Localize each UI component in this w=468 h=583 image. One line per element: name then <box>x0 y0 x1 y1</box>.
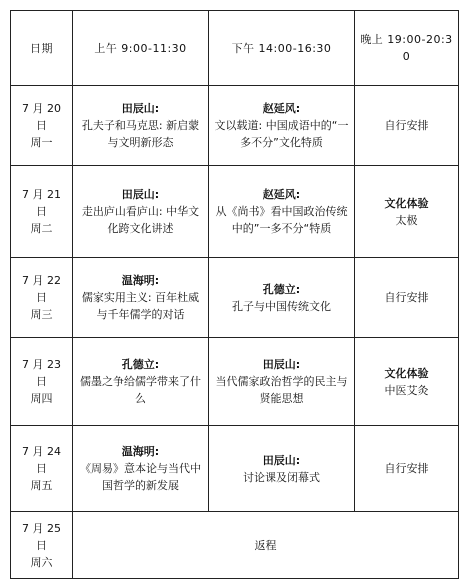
morning-cell <box>73 86 209 166</box>
morning-cell <box>73 426 209 512</box>
date-text: 7 月 23 日 <box>22 358 61 388</box>
evening-cell <box>355 166 459 258</box>
header-afternoon: 下午 14:00-16:30 <box>209 11 355 86</box>
header-row <box>11 11 459 86</box>
evening-text: 太极 <box>395 213 418 227</box>
afternoon-cell <box>209 166 355 258</box>
afternoon-cell <box>209 86 355 166</box>
evening-text: 自行安排 <box>384 462 429 475</box>
afternoon-speaker: 田辰山: <box>262 358 301 371</box>
date-cell <box>11 166 73 258</box>
date-text: 7 月 24 日 <box>22 445 61 475</box>
evening-text: 自行安排 <box>384 291 429 304</box>
date-cell <box>11 86 73 166</box>
date-cell <box>11 338 73 426</box>
morning-topic: 《周易》意本论与当代中国哲学的新发展 <box>80 462 201 492</box>
morning-topic: 儒家实用主义: 百年杜威与千年儒学的对话 <box>81 291 200 321</box>
weekday-text: 周三 <box>30 308 53 321</box>
afternoon-cell <box>209 426 355 512</box>
morning-topic: 孔夫子和马克思: 新启蒙与文明新形态 <box>81 119 200 149</box>
evening-text: 自行安排 <box>384 119 429 132</box>
evening-text: 中医艾灸 <box>384 383 429 397</box>
afternoon-speaker: 赵延风: <box>262 102 301 115</box>
table-row <box>11 86 459 166</box>
table-row <box>11 258 459 338</box>
weekday-text: 周二 <box>30 222 53 235</box>
morning-speaker: 田辰山: <box>121 188 160 201</box>
evening-cell <box>355 338 459 426</box>
date-text: 7 月 21 日 <box>22 188 61 218</box>
morning-speaker: 温海明: <box>121 445 160 458</box>
weekday-text: 周四 <box>30 392 53 405</box>
morning-topic: 走出庐山看庐山: 中华文化跨文化讲述 <box>81 205 200 235</box>
morning-speaker: 温海明: <box>121 274 160 287</box>
evening-cell <box>355 86 459 166</box>
return-cell: 返程 <box>73 512 459 579</box>
table-row <box>11 338 459 426</box>
date-cell <box>11 258 73 338</box>
afternoon-topic: 从《尚书》看中国政治传统中的”一多不分“特质 <box>215 205 348 235</box>
afternoon-topic: 孔子与中国传统文化 <box>232 299 331 313</box>
date-cell <box>11 512 73 579</box>
evening-title: 文化体验 <box>384 196 429 210</box>
afternoon-topic: 当代儒家政治哲学的民主与贤能思想 <box>215 375 348 405</box>
header-date: 日期 <box>11 11 73 86</box>
afternoon-speaker: 赵延风: <box>262 188 301 201</box>
afternoon-topic: 讨论课及闭幕式 <box>243 470 320 484</box>
afternoon-topic: 文以载道: 中国成语中的“一多不分”文化特质 <box>214 119 349 149</box>
afternoon-speaker: 田辰山: <box>262 453 301 467</box>
weekday-text: 周六 <box>30 555 53 569</box>
header-morning: 上午 9:00-11:30 <box>73 11 209 86</box>
weekday-text: 周五 <box>30 479 53 492</box>
date-cell <box>11 426 73 512</box>
morning-cell <box>73 338 209 426</box>
date-text: 7 月 25 日 <box>22 521 61 552</box>
evening-cell <box>355 258 459 338</box>
date-text: 7 月 22 日 <box>22 274 61 304</box>
schedule-table <box>10 10 459 579</box>
morning-speaker: 田辰山: <box>121 102 160 115</box>
morning-topic: 儒墨之争给儒学带来了什么 <box>80 375 201 405</box>
evening-cell <box>355 426 459 512</box>
morning-cell <box>73 166 209 258</box>
weekday-text: 周一 <box>30 136 53 149</box>
morning-speaker: 孔德立: <box>121 358 160 371</box>
header-evening: 晚上 19:00-20:30 <box>355 11 459 86</box>
evening-title: 文化体验 <box>384 366 429 380</box>
afternoon-cell <box>209 258 355 338</box>
table-row <box>11 426 459 512</box>
morning-cell <box>73 258 209 338</box>
date-text: 7 月 20 日 <box>22 102 61 132</box>
afternoon-speaker: 孔德立: <box>262 282 301 296</box>
table-row <box>11 166 459 258</box>
table-row <box>11 512 459 579</box>
afternoon-cell <box>209 338 355 426</box>
